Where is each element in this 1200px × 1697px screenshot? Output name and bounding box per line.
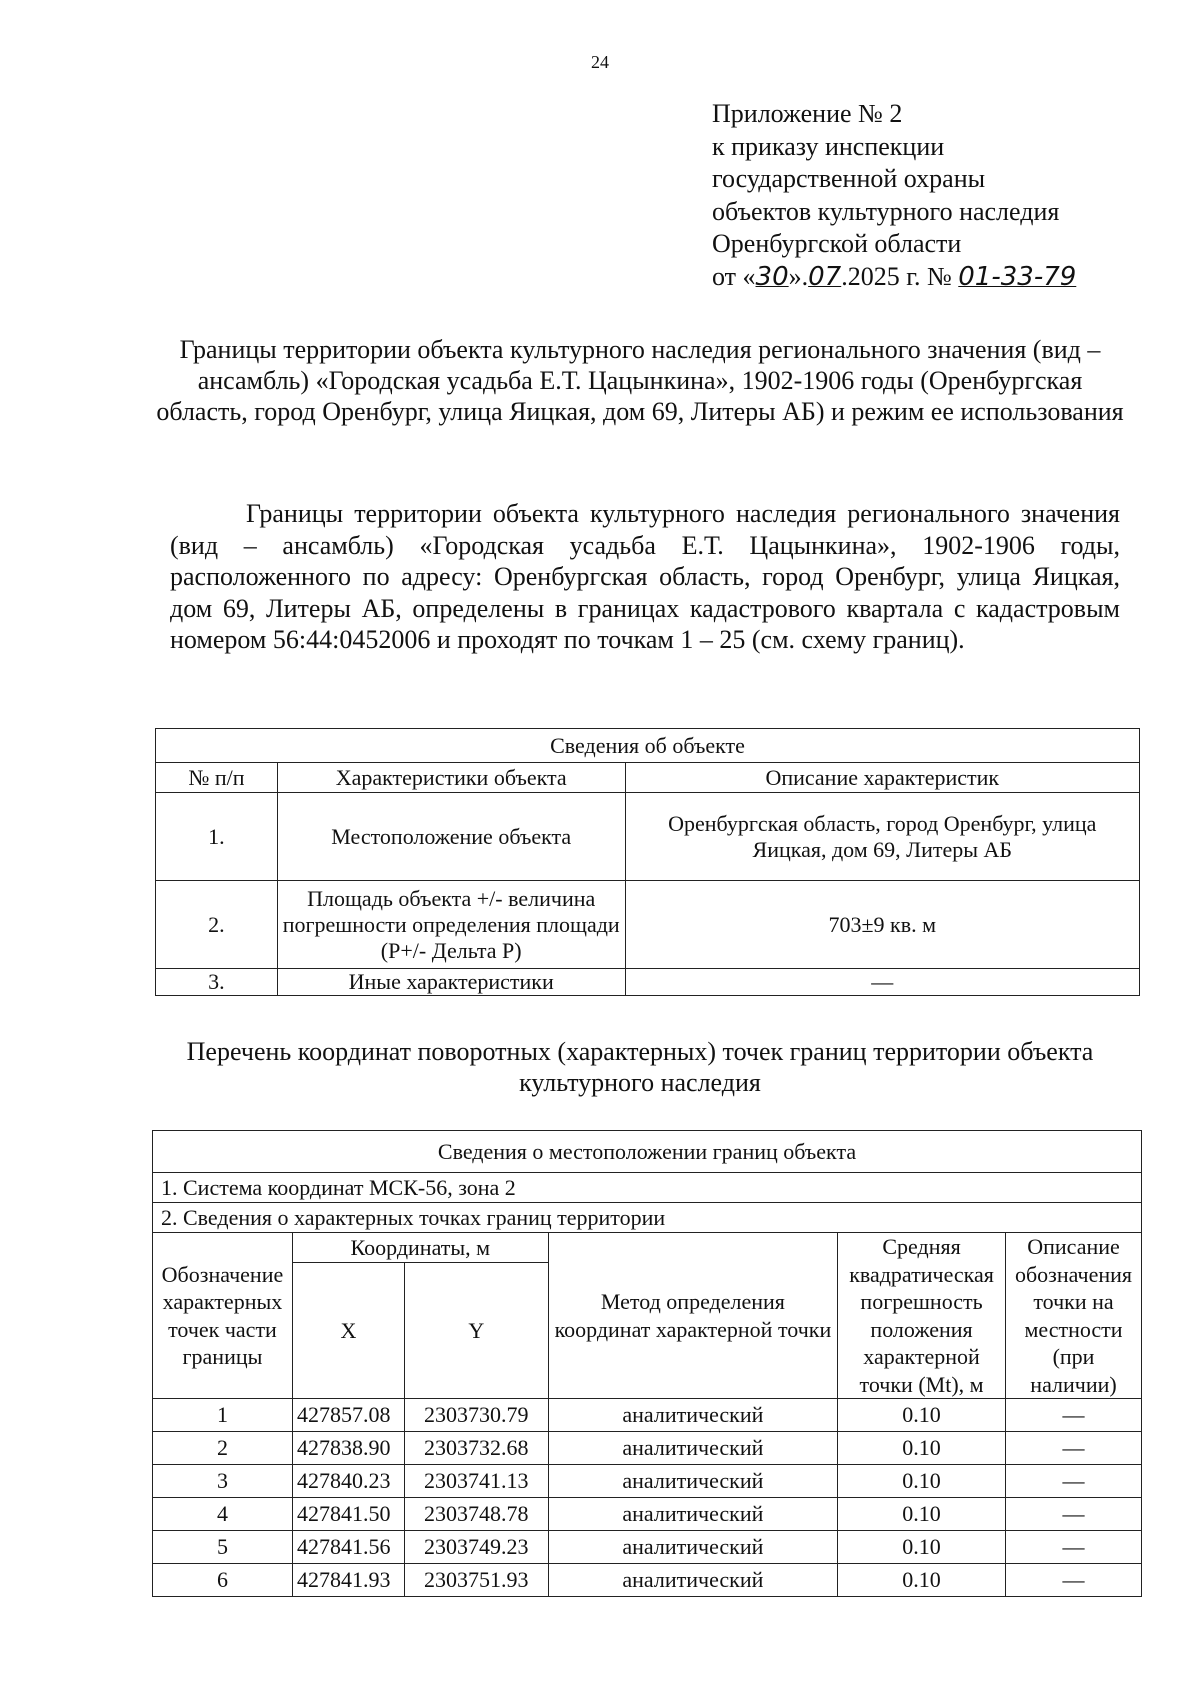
coord-table-caption: Сведения о местоположении границ объекта bbox=[153, 1131, 1142, 1173]
object-info-table bbox=[155, 728, 1140, 996]
section-title: Перечень координат поворотных (характерных) точек границ территории объекта культурного наследия bbox=[186, 1037, 1094, 1097]
info-table-caption: Сведения об объекте bbox=[156, 729, 1140, 763]
order-number: 01-33-79 bbox=[958, 261, 1077, 292]
appendix-line: к приказу инспекции bbox=[712, 131, 945, 161]
point-description: — bbox=[1006, 1564, 1142, 1597]
point-x: 427841.93 bbox=[292, 1564, 404, 1597]
point-error: 0.10 bbox=[838, 1399, 1006, 1432]
point-x: 427841.56 bbox=[292, 1531, 404, 1564]
table-row bbox=[156, 881, 1140, 969]
header-y: Y bbox=[404, 1263, 548, 1399]
appendix-date-line bbox=[712, 261, 1152, 294]
point-x: 427840.23 bbox=[292, 1465, 404, 1498]
body-paragraph: Границы территории объекта культурного наследия регионального значения (вид – ансамбль) «Городская усадьба Е.Т. Цацынкина», 1902-1906 годы, расположенного по адресу: Оренбургская область, город Оренбург, улица Яицкая, дом 69, Литеры АБ, определены в границах кадастрового квартала с кадастровым номером 56:44:0452006 и проходят по точкам 1 – 25 (см. схему границ). bbox=[170, 499, 1120, 654]
info-header-description: Описание характеристик bbox=[625, 763, 1139, 793]
point-method: аналитический bbox=[548, 1564, 837, 1597]
point-error: 0.10 bbox=[838, 1432, 1006, 1465]
point-number: 2 bbox=[153, 1432, 293, 1465]
info-cell-number: 1. bbox=[156, 793, 278, 881]
point-error: 0.10 bbox=[838, 1498, 1006, 1531]
table-row bbox=[153, 1432, 1142, 1465]
point-description: — bbox=[1006, 1531, 1142, 1564]
info-cell-number: 3. bbox=[156, 969, 278, 996]
point-description: — bbox=[1006, 1399, 1142, 1432]
date-month: 07 bbox=[808, 261, 842, 292]
table-row bbox=[153, 1531, 1142, 1564]
info-cell-number: 2. bbox=[156, 881, 278, 969]
point-method: аналитический bbox=[548, 1432, 837, 1465]
header-x: X bbox=[292, 1263, 404, 1399]
appendix-header bbox=[712, 98, 1152, 293]
point-y: 2303751.93 bbox=[404, 1564, 548, 1597]
info-cell-name: Местоположение объекта bbox=[277, 793, 625, 881]
point-number: 5 bbox=[153, 1531, 293, 1564]
point-y: 2303730.79 bbox=[404, 1399, 548, 1432]
table-row bbox=[153, 1498, 1142, 1531]
table-row bbox=[153, 1465, 1142, 1498]
point-number: 6 bbox=[153, 1564, 293, 1597]
point-number: 1 bbox=[153, 1399, 293, 1432]
date-day: 30 bbox=[755, 261, 789, 292]
date-separator: ». bbox=[788, 261, 809, 291]
point-number: 3 bbox=[153, 1465, 293, 1498]
point-x: 427838.90 bbox=[292, 1432, 404, 1465]
point-method: аналитический bbox=[548, 1399, 837, 1432]
point-method: аналитический bbox=[548, 1465, 837, 1498]
point-y: 2303732.68 bbox=[404, 1432, 548, 1465]
point-description: — bbox=[1006, 1498, 1142, 1531]
point-x: 427841.50 bbox=[292, 1498, 404, 1531]
table-row bbox=[153, 1564, 1142, 1597]
boundary-points-info: 2. Сведения о характерных точках границ территории bbox=[153, 1203, 1142, 1233]
info-cell-description: 703±9 кв. м bbox=[625, 881, 1139, 969]
header-designation: Обозначение характерных точек части границы bbox=[153, 1233, 293, 1399]
appendix-line: Приложение № 2 bbox=[712, 99, 903, 128]
point-error: 0.10 bbox=[838, 1564, 1006, 1597]
table-row bbox=[153, 1399, 1142, 1432]
point-description: — bbox=[1006, 1465, 1142, 1498]
appendix-line: государственной охраны bbox=[712, 164, 986, 193]
header-description: Описание обозначения точки на местности (при наличии) bbox=[1006, 1233, 1142, 1399]
date-prefix: от « bbox=[712, 261, 756, 291]
point-x: 427857.08 bbox=[292, 1399, 404, 1432]
info-header-number: № п/п bbox=[156, 763, 278, 793]
document-title: Границы территории объекта культурного наследия регионального значения (вид – ансамбль) «Городская усадьба Е.Т. Цацынкина», 1902-1906 годы (Оренбургская область, город Оренбург, улица Яицкая, дом 69, Литеры АБ) и режим ее использования bbox=[156, 335, 1124, 426]
info-cell-description: Оренбургская область, город Оренбург, улица Яицкая, дом 69, Литеры АБ bbox=[625, 793, 1139, 881]
point-y: 2303749.23 bbox=[404, 1531, 548, 1564]
point-error: 0.10 bbox=[838, 1531, 1006, 1564]
coordinate-system: 1. Система координат МСК-56, зона 2 bbox=[153, 1173, 1142, 1203]
date-year: .2025 г. № bbox=[841, 261, 959, 291]
appendix-line: объектов культурного наследия bbox=[712, 196, 1060, 226]
info-header-characteristic: Характеристики объекта bbox=[277, 763, 625, 793]
coordinates-table bbox=[152, 1130, 1142, 1597]
point-description: — bbox=[1006, 1432, 1142, 1465]
header-method: Метод определения координат характерной точки bbox=[548, 1233, 837, 1399]
point-number: 4 bbox=[153, 1498, 293, 1531]
table-row bbox=[156, 793, 1140, 881]
point-y: 2303741.13 bbox=[404, 1465, 548, 1498]
table-row bbox=[156, 969, 1140, 996]
appendix-line: Оренбургской области bbox=[712, 229, 962, 258]
header-error: Средняя квадратическая погрешность положения характерной точки (Mt), м bbox=[838, 1233, 1006, 1399]
point-error: 0.10 bbox=[838, 1465, 1006, 1498]
info-cell-name: Площадь объекта +/- величина погрешности определения площади (P+/- Дельта P) bbox=[277, 881, 625, 969]
point-y: 2303748.78 bbox=[404, 1498, 548, 1531]
point-method: аналитический bbox=[548, 1531, 837, 1564]
info-cell-name: Иные характеристики bbox=[277, 969, 625, 996]
page-number: 24 bbox=[591, 52, 609, 72]
header-coordinates: Координаты, м bbox=[292, 1233, 548, 1263]
info-cell-description: — bbox=[625, 969, 1139, 996]
point-method: аналитический bbox=[548, 1498, 837, 1531]
